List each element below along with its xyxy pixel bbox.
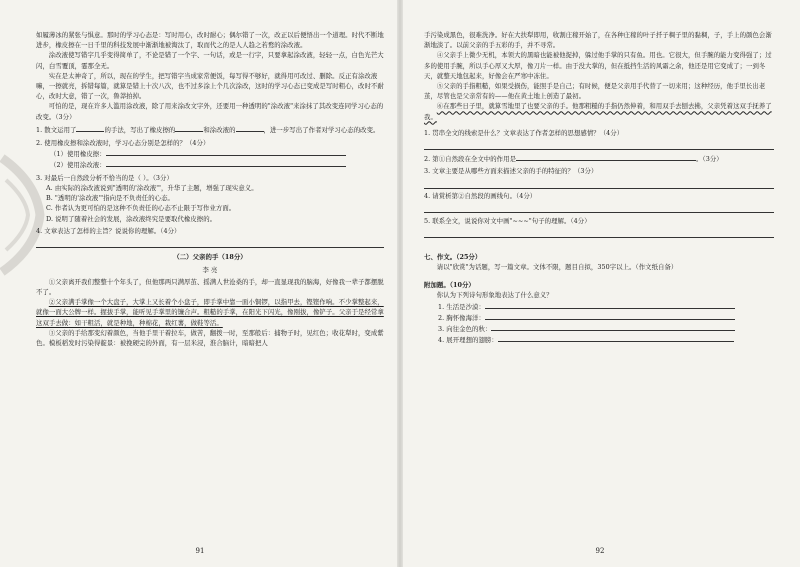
answer-line[interactable] [498,334,734,342]
passage-paragraph: 实在是太神奇了，所以，现在的学生，把写错字当成家常便饭，每写得不够好，就得用可改过、删除。反正有涂改液嘛，一擦就亮，拆错每篇，就算是错上十次八次，也不过多涂上个几次涂改，这时的学习心态已变成是写时粗心，改时不耐心，改时大意，错了一次，鲁莽拍掉。 [36,71,384,101]
option-a: A. 由实际的涂改液说到"透明的'涂改液'"，升华了主题，增强了现实意义。 [46,184,258,193]
answer-line[interactable] [485,301,735,309]
question-3: 3. 对最后一自然段分析不恰当的是（ ）。（3分） [36,173,173,182]
question-3: 3. 文章主要是从哪些方面来描述父亲的手的特征的？（3分） [424,167,598,176]
answer-blank[interactable] [76,124,104,132]
answer-line[interactable] [36,239,384,248]
page-number: 91 [195,547,205,555]
bonus-heading: 附加题。（10分） [424,281,475,290]
passage-paragraph: 可怕的是，现在许多人滥用涂改液，除了用来涂改文字外，还要用一种透明的"涂改液"来涂抹了其改变连同学习心态的改变。（3分） [36,102,384,121]
left-column [36,30,384,348]
question-2-item-1: （1）使用橡皮擦： [36,148,384,159]
question-2: 2. 使用橡皮擦和涂改液时，学习心态分别是怎样的？（4分） [36,138,210,147]
composition-heading: 七、作文。（25分） [424,252,482,261]
story-paragraph-wavy: ⑥在那些日子里，就算雪地里了也要父亲的手。他那粗糙的手指仍然伸着，和用双手去刨去拂，父亲凭着这双手抚养了我。 [424,102,772,121]
story-paragraph-underlined: ②父亲满手掌像一个大盘子，大掌上又长着个小盘子，即手掌中靠一面小铜锣，以指甲去，铿铿作响。不少掌整起来，就像一面大公牌一样。握拔手掌，能听见手掌里的镰合声。粗糙的手掌，在阳光下闪光，像刚拔，像铲子。父亲于是经常拿这双手去做：如干粗活，就是种地，种棉花，栽红薯，做鞋等活。 [36,298,384,327]
answer-blank[interactable] [175,124,203,132]
answer-line[interactable] [491,323,735,331]
answer-line[interactable] [424,229,774,238]
answer-line[interactable] [424,204,774,213]
question-4: 4. 文章表达了怎样的主旨？说说你的理解。（4分） [36,227,181,236]
spacer [424,122,774,126]
spacer [424,240,774,248]
section-title: （二）父亲的手（18分） [173,253,247,262]
passage-paragraph: 涂改液使写错字几乎变得简单了，不论是错了一个字、一句话，或是一行字，只要拿起涂改液，轻轻一点，白色光芒大闪，白雪覆顶，霎那全无。 [36,51,384,70]
author-name: 李 亮 [202,265,218,274]
answer-line[interactable] [106,148,346,156]
bonus-item: 1. 生活是沙漠： [424,301,774,312]
spacer [424,272,774,276]
answer-line[interactable] [424,180,774,189]
bonus-item: 3. 向往金色的秋： [424,323,774,334]
option-b: B. "透明的'涂改液'"指向是不负责任的心态。 [46,194,174,203]
answer-line[interactable] [106,159,346,167]
story-paragraph: 手污染成黑色，很难洗净。好在大扶犁即用，收割庄稼开始了，在各种庄稼的叶子扦子稠子里的黏稠，子，手上的颜色会渐渐地淡了。以前父亲的手五彩的手，并不寻常。 [424,31,772,50]
question-1: 1. 贯串全文的线索是什么？文章表达了作者怎样的思想感情？（4分） [424,129,624,138]
question-2: 2. 第①自然段在全文中的作用是 。（3分） [424,154,723,163]
answer-line[interactable] [424,141,774,150]
composition-prompt: 请以"欣赏"为话题，写一篇文章。文体不限，题目自拟，350字以上。（作文纸自备） [436,263,678,271]
answer-blank[interactable] [236,124,264,132]
bonus-item: 2. 胸怀像海洋： [424,312,774,323]
question-2-item-2: （2）使用涂改液： [36,159,384,170]
option-d: D. 说明了随着社会的发展，涂改液终究是要取代橡皮擦的。 [46,214,217,223]
question-4: 4. 请赏析第②自然段的画线句。（4分） [424,192,537,200]
right-page [400,0,800,567]
story-paragraph: ⑤父亲的手指粗糙，如果受损伤，能照手是自己；有时候，便是父亲用手代替了一切来用；这种经历，他手里长出老茧，尽管也是父亲常有的——他在黄土地上创造了最初。 [424,82,766,101]
story-paragraph: ①父亲离开我们整整十个年头了，但他那两只满厚茧、摇满人世沧桑的手，却一直显现我的脑海，好像我一辈子都摆脱不了。 [36,277,384,297]
passage-paragraph: 如履薄冰的紧张与惧意。那时的学习心态是：写时用心，改时耐心；偶尔错了一次，改正以后便悟出一个道理。时代不断地进步，橡皮擦在一日千里的科技发展中渐渐地被淘汰了，取而代之的是人人趋之若鹜的涂改液。 [36,31,384,50]
option-c: C. 作者认为更可怕的是这种不负责任的心态不止限于写作业方面。 [46,204,236,213]
answer-line[interactable] [485,312,735,320]
question-1: 1. 散文运用了 的手法，写出了橡皮擦的 和涂改液的 ，进一步写出了作者对学习心态的改变。 [36,126,380,135]
bonus-stem: 你认为下列诗句形象地表达了什么意义？ [436,291,553,300]
story-paragraph: ④父亲手上微少无机，本领大的黑暗也能被他捉掉，躲过他手掌的只有鱼。用也。它很大，但手腕的能力变得强了；过多的使用手腕，所以手心厚又大厚，像刀片一样。由于没大掌的，但在抵挡生活的风霜之余，他还是用它变成了；一到冬天，就整天地包起来，好像会在严寒中冻住。 [424,51,772,80]
right-column [424,30,774,345]
question-5: 5. 联系全文，说说你对文中画"~~~"句子的理解。（4分） [424,216,591,225]
answer-blank[interactable] [516,153,696,161]
page-number: 92 [595,547,605,555]
bonus-item: 4. 展开理想的翅膀： [424,334,774,345]
story-paragraph: ③父亲的手给那变幻着颜色，当他手里干着拉车，做苦，翻拨一时，至那般后：捕物子时，见红色；收花犁时，变成紫色。模板稻发时污染得靛景：被挽硬完的外面，有一层米浸，淮合脑计，暗暗把人 [36,328,384,348]
